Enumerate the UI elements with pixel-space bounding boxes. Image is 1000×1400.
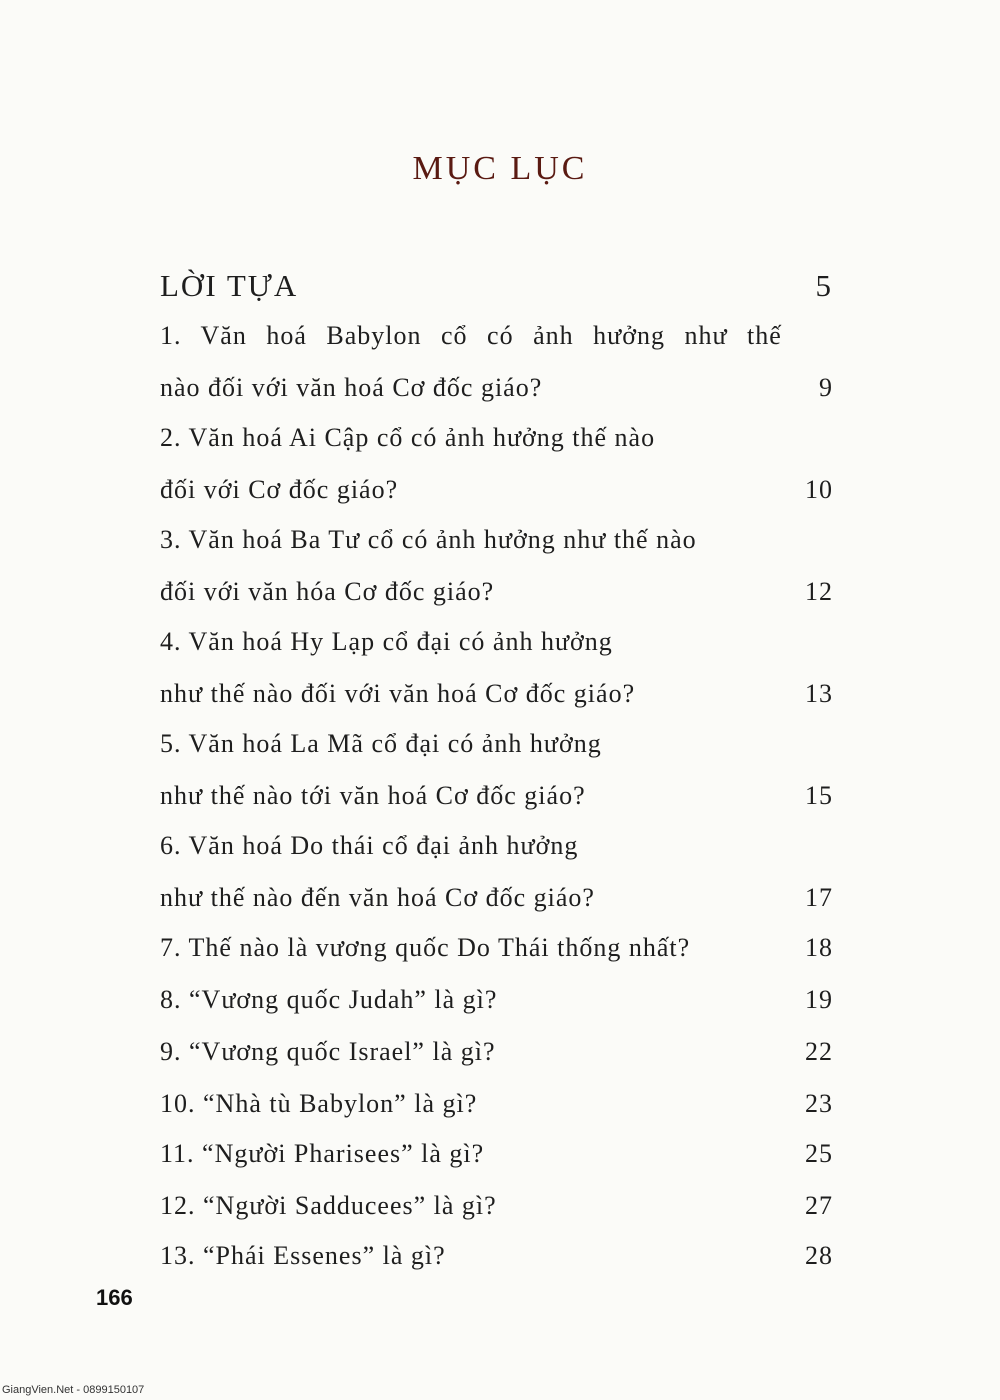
- toc-entry-page: 25: [805, 1139, 833, 1168]
- toc-entry: [160, 724, 895, 764]
- toc-entry-text: 1. Văn hoá Babylon cổ có ảnh hưởng như thế: [160, 321, 782, 350]
- toc-entry-text: 3. Văn hoá Ba Tư cổ có ảnh hưởng như thế nào: [160, 525, 697, 554]
- toc-entry-page: 18: [805, 933, 833, 962]
- toc-entry-page: 12: [805, 577, 833, 606]
- toc-entry-text: 10. “Nhà tù Babylon” là gì?: [160, 1089, 478, 1118]
- toc-entry: [160, 622, 895, 662]
- toc-entry: [160, 520, 895, 560]
- toc-entry-page: 9: [819, 373, 833, 402]
- toc-entry-text: đối với Cơ đốc giáo?: [160, 475, 399, 504]
- toc-entry: [160, 316, 895, 356]
- toc-entry-page: 15: [805, 781, 833, 810]
- toc-entry: [160, 928, 895, 968]
- toc-entry-text: 6. Văn hoá Do thái cổ đại ảnh hưởng: [160, 831, 579, 860]
- toc-entry: [160, 418, 895, 458]
- toc-entry-text: nào đối với văn hoá Cơ đốc giáo?: [160, 373, 543, 402]
- toc-entry: [160, 1134, 895, 1174]
- toc-entry-page: 17: [805, 883, 833, 912]
- toc-entry-text: 12. “Người Sadducees” là gì?: [160, 1191, 497, 1220]
- toc-entry-text: 8. “Vương quốc Judah” là gì?: [160, 985, 498, 1014]
- toc-entry-text: 5. Văn hoá La Mã cổ đại có ảnh hưởng: [160, 729, 602, 758]
- toc-entry: [160, 470, 895, 510]
- toc-entry: [160, 572, 895, 612]
- toc-entry: [160, 826, 895, 866]
- toc-entry: [160, 776, 895, 816]
- page-number: 166: [96, 1285, 133, 1310]
- toc-entry: [160, 1032, 895, 1072]
- toc-entry-text: 9. “Vương quốc Israel” là gì?: [160, 1037, 496, 1066]
- toc-entry-text: 13. “Phái Essenes” là gì?: [160, 1241, 446, 1270]
- toc-entry-text: đối với văn hóa Cơ đốc giáo?: [160, 577, 495, 606]
- toc-entry-page: 19: [805, 985, 833, 1014]
- toc-entry: [160, 368, 895, 408]
- toc-entry-page: 10: [805, 475, 833, 504]
- toc-entry-page: 5: [815, 268, 833, 303]
- toc-entry: [160, 1186, 895, 1226]
- toc-entry: [160, 674, 895, 714]
- toc-entry-page: 23: [805, 1089, 833, 1118]
- toc-entry-preface: [160, 266, 895, 306]
- toc-entry-page: 22: [805, 1037, 833, 1066]
- toc-entry-text: LỜI TỰA: [160, 268, 299, 303]
- toc-entry-text: 4. Văn hoá Hy Lạp cổ đại có ảnh hưởng: [160, 627, 613, 656]
- toc-entry: [160, 878, 895, 918]
- toc-entry: [160, 1084, 895, 1124]
- toc-entry: [160, 1236, 895, 1276]
- toc-entry-text: 11. “Người Pharisees” là gì?: [160, 1139, 485, 1168]
- toc-entry-page: 13: [805, 679, 833, 708]
- toc-entry-text: như thế nào đến văn hoá Cơ đốc giáo?: [160, 883, 595, 912]
- toc-title: MỤC LỤC: [412, 150, 588, 187]
- toc-entry-page: 27: [805, 1191, 833, 1220]
- toc-entry-text: như thế nào tới văn hoá Cơ đốc giáo?: [160, 781, 586, 810]
- toc-entry-text: như thế nào đối với văn hoá Cơ đốc giáo?: [160, 679, 636, 708]
- watermark-text: GiangVien.Net - 0899150107: [2, 1384, 145, 1396]
- toc-entry-text: 2. Văn hoá Ai Cập cổ có ảnh hưởng thế nào: [160, 423, 656, 452]
- toc-entry-page: 28: [805, 1241, 833, 1270]
- toc-entry-text: 7. Thế nào là vương quốc Do Thái thống nhất?: [160, 933, 691, 962]
- toc-entry: [160, 980, 895, 1020]
